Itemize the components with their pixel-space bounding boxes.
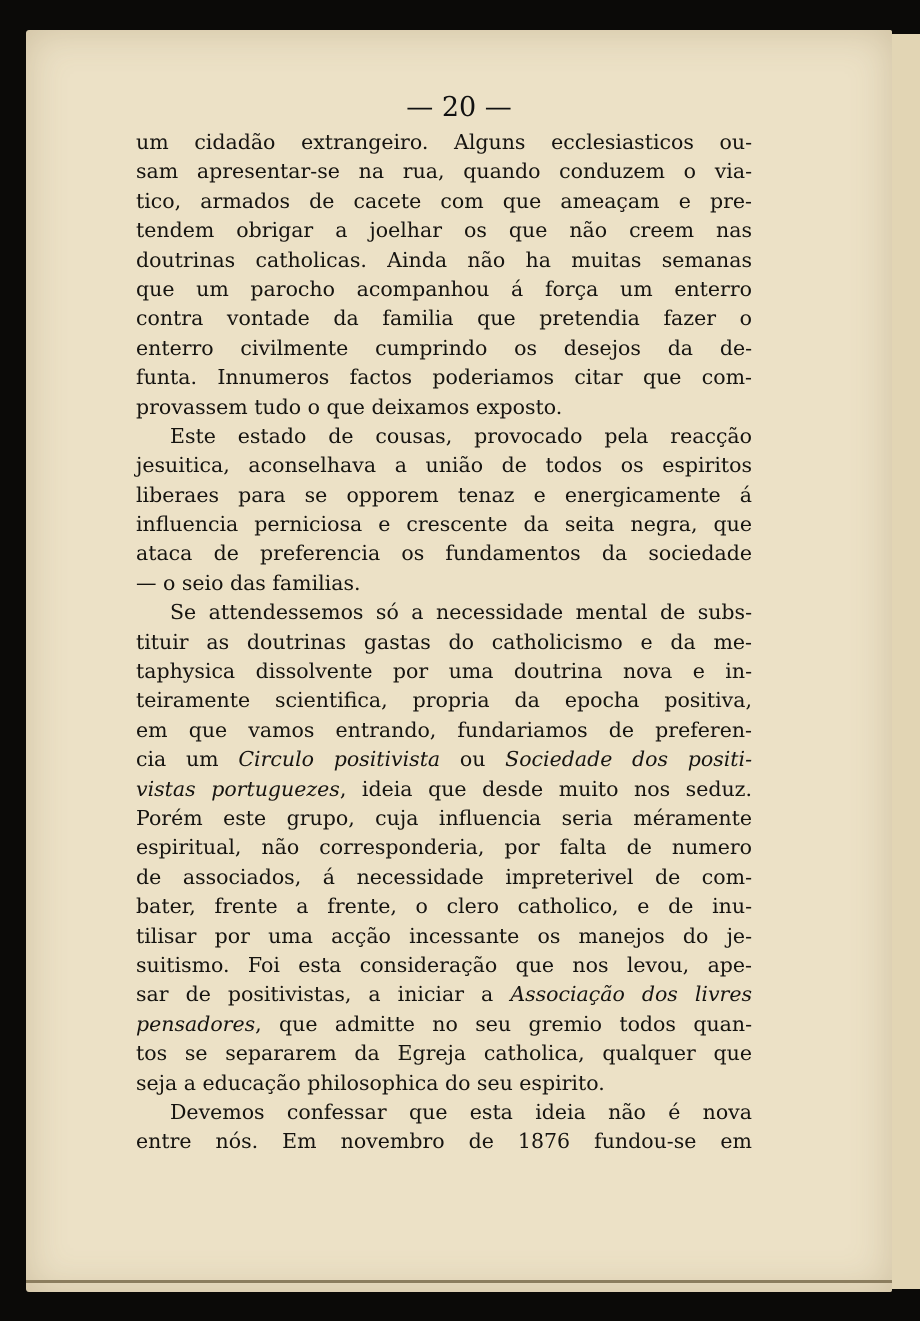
- italic-run: Associação dos livres: [510, 982, 752, 1007]
- text-run: sar de positivistas, a iniciar a: [136, 982, 511, 1007]
- text-line: tendem obrigar a joelhar os que não creem nas: [136, 218, 752, 243]
- text-line-with-italics: [136, 775, 752, 804]
- text-line: tituir as doutrinas gastas do catholicismo e da me-: [136, 629, 752, 654]
- text-line: taphysica dissolvente por uma doutrina nova e in-: [136, 659, 752, 684]
- text-line: suitismo. Foi esta consideração que nos levou, ape-: [136, 952, 752, 977]
- text-line: sam apresentar-se na rua, quando conduzem o via-: [136, 159, 752, 184]
- body-text: [136, 128, 752, 1157]
- page-bottom-edge: [26, 1280, 892, 1283]
- paragraph-start-line: Se attendessemos só a necessidade mental de subs-: [170, 600, 752, 625]
- text-line: teiramente scientifica, propria da epocha positiva,: [136, 688, 752, 713]
- text-line: funta. Innumeros factos poderiamos citar que com-: [136, 365, 752, 390]
- next-page-edge: [888, 34, 920, 1289]
- text-line: seja a educação philosophica do seu espirito.: [136, 1070, 605, 1095]
- text-line: tilisar por uma acção incessante os manejos do je-: [136, 923, 752, 948]
- text-line: ataca de preferencia os fundamentos da sociedade: [136, 541, 752, 566]
- paragraph-start-line: Este estado de cousas, provocado pela reacção: [170, 423, 752, 448]
- text-line: provassem tudo o que deixamos exposto.: [136, 394, 563, 419]
- text-line: contra vontade da familia que pretendia fazer o: [136, 306, 752, 331]
- text-line: de associados, á necessidade impreterivel de com-: [136, 864, 752, 889]
- text-run: ou: [440, 747, 506, 772]
- text-run: cia um: [136, 747, 239, 772]
- text-line: em que vamos entrando, fundariamos de preferen-: [136, 717, 752, 742]
- text-line: jesuitica, aconselhava a união de todos os espiritos: [136, 453, 752, 478]
- italic-run: pensadores: [136, 1011, 256, 1036]
- text-line: Porém este grupo, cuja influencia seria méramente: [136, 805, 752, 830]
- text-line: espiritual, não corresponderia, por falta de numero: [136, 835, 752, 860]
- text-line: liberaes para se opporem tenaz e energicamente á: [136, 482, 752, 507]
- italic-run: Sociedade dos positi-: [505, 747, 753, 772]
- text-run: , que admitte no seu gremio todos quan-: [255, 1011, 752, 1036]
- text-line: tico, armados de cacete com que ameaçam e pre-: [136, 188, 752, 213]
- text-line: entre nós. Em novembro de 1876 fundou-se em: [136, 1129, 752, 1154]
- text-line: tos se separarem da Egreja catholica, qualquer que: [136, 1041, 752, 1066]
- text-line: bater, frente a frente, o clero catholico, e de inu-: [136, 894, 752, 919]
- text-line: — o seio das familias.: [136, 570, 361, 595]
- book-page: [26, 30, 892, 1292]
- text-line: enterro civilmente cumprindo os desejos da de-: [136, 335, 752, 360]
- text-line: que um parocho acompanhou á força um enterro: [136, 276, 752, 301]
- text-line-with-italics: [136, 1010, 752, 1039]
- page-number: — 20 —: [406, 92, 512, 123]
- text-line: doutrinas catholicas. Ainda não ha muitas semanas: [136, 247, 752, 272]
- text-line-with-italics: [136, 745, 752, 774]
- text-line: influencia perniciosa e crescente da seita negra, que: [136, 512, 752, 537]
- text-run: , ideia que desde muito nos seduz.: [339, 776, 752, 801]
- paragraph-start-line: Devemos confessar que esta ideia não é nova: [170, 1099, 752, 1124]
- text-line-with-italics: [136, 980, 752, 1009]
- italic-run: Circulo positivista: [238, 747, 441, 772]
- text-line: um cidadão extrangeiro. Alguns ecclesiasticos ou-: [136, 130, 752, 154]
- italic-run: vistas portuguezes: [136, 776, 340, 801]
